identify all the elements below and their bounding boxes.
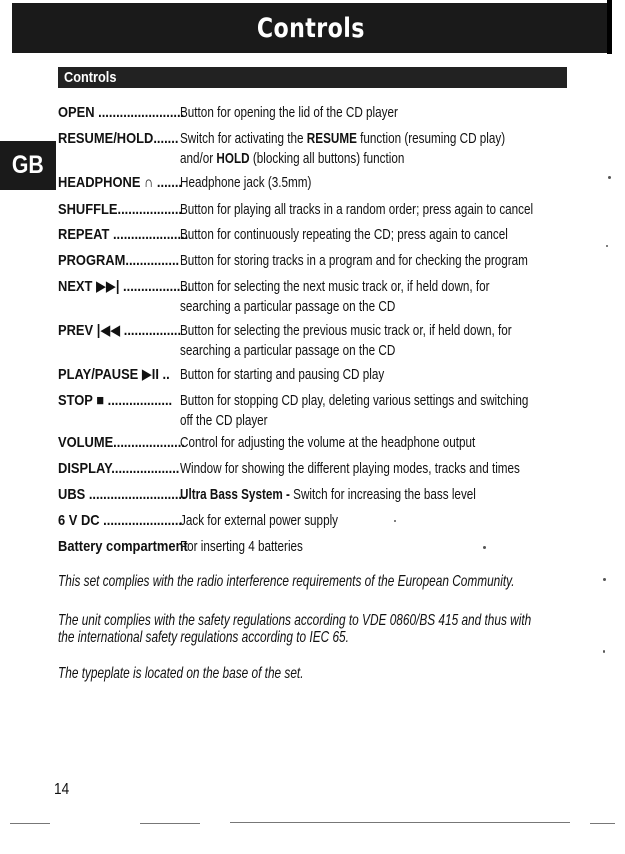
- control-term: STOP ■ ..................: [58, 392, 173, 409]
- control-term: HEADPHONE ∩ .......: [58, 174, 183, 191]
- scan-speck: [603, 578, 606, 581]
- control-desc: Control for adjusting the volume at the headphone output: [180, 434, 476, 451]
- language-tab-label: GB: [12, 151, 44, 179]
- control-term: PREV |◀◀ ................: [58, 322, 182, 339]
- note-safety-continued: the international safety regulations according to IEC 65.: [58, 629, 349, 646]
- control-term: UBS ...........................: [58, 486, 186, 503]
- control-term: RESUME/HOLD.......: [58, 130, 179, 147]
- control-desc: Button for storing tracks in a program and for checking the program: [180, 252, 528, 269]
- scan-line: [10, 823, 50, 824]
- control-desc: Ultra Bass System - Switch for increasing the bass level: [180, 486, 476, 503]
- note-interference: This set complies with the radio interference requirements of the European Community.: [58, 573, 515, 590]
- control-term: OPEN ........................: [58, 104, 185, 121]
- control-desc: For inserting 4 batteries: [180, 538, 303, 555]
- control-term: SHUFFLE..................: [58, 201, 183, 218]
- section-heading: [58, 67, 567, 88]
- control-term: VOLUME....................: [58, 434, 185, 451]
- edge-mark: [607, 0, 612, 54]
- section-title: Controls: [64, 69, 117, 86]
- control-term: 6 V DC ......................: [58, 512, 183, 529]
- note-safety: The unit complies with the safety regulations according to VDE 0860/BS 415 and thus with: [58, 612, 532, 629]
- scan-speck: [483, 546, 486, 549]
- scan-speck: [606, 245, 608, 247]
- control-desc-continued: searching a particular passage on the CD: [180, 342, 396, 359]
- control-term: Battery compartment: [58, 538, 188, 555]
- page-number: 14: [54, 781, 70, 798]
- control-desc: Jack for external power supply: [180, 512, 339, 529]
- control-desc: Button for playing all tracks in a random order; press again to cancel: [180, 201, 534, 218]
- control-desc: Button for stopping CD play, deleting various settings and switching: [180, 392, 529, 409]
- control-term: REPEAT .....................: [58, 226, 189, 243]
- scan-speck: [603, 650, 605, 653]
- control-term: PLAY/PAUSE ▶II ..: [58, 366, 170, 383]
- control-desc: Button for starting and pausing CD play: [180, 366, 385, 383]
- control-desc: Window for showing the different playing modes, tracks and times: [180, 460, 520, 477]
- control-desc: Button for selecting the previous music track or, if held down, for: [180, 322, 512, 339]
- control-desc-continued: searching a particular passage on the CD: [180, 298, 396, 315]
- scan-line: [590, 823, 615, 824]
- scan-line: [230, 822, 570, 823]
- control-desc: Button for selecting the next music track or, if held down, for: [180, 278, 490, 295]
- control-desc: Switch for activating the RESUME function (resuming CD play): [180, 130, 506, 147]
- scan-speck: [608, 176, 611, 179]
- control-desc: Headphone jack (3.5mm): [180, 174, 312, 191]
- control-desc: Button for opening the lid of the CD player: [180, 104, 398, 121]
- control-desc-continued: and/or HOLD (blocking all buttons) function: [180, 150, 405, 167]
- control-term: PROGRAM...............: [58, 252, 180, 269]
- control-term: NEXT ▶▶| ...................: [58, 278, 192, 295]
- control-desc-continued: off the CD player: [180, 412, 268, 429]
- language-tab: [0, 141, 56, 190]
- note-typeplate: The typeplate is located on the base of the set.: [58, 665, 304, 682]
- control-desc: Button for continuously repeating the CD; press again to cancel: [180, 226, 508, 243]
- page-title: Controls: [256, 12, 365, 44]
- page-title-bar: [12, 3, 609, 53]
- scan-speck: [394, 520, 396, 522]
- control-term: DISPLAY...................: [58, 460, 180, 477]
- scan-line: [140, 823, 200, 824]
